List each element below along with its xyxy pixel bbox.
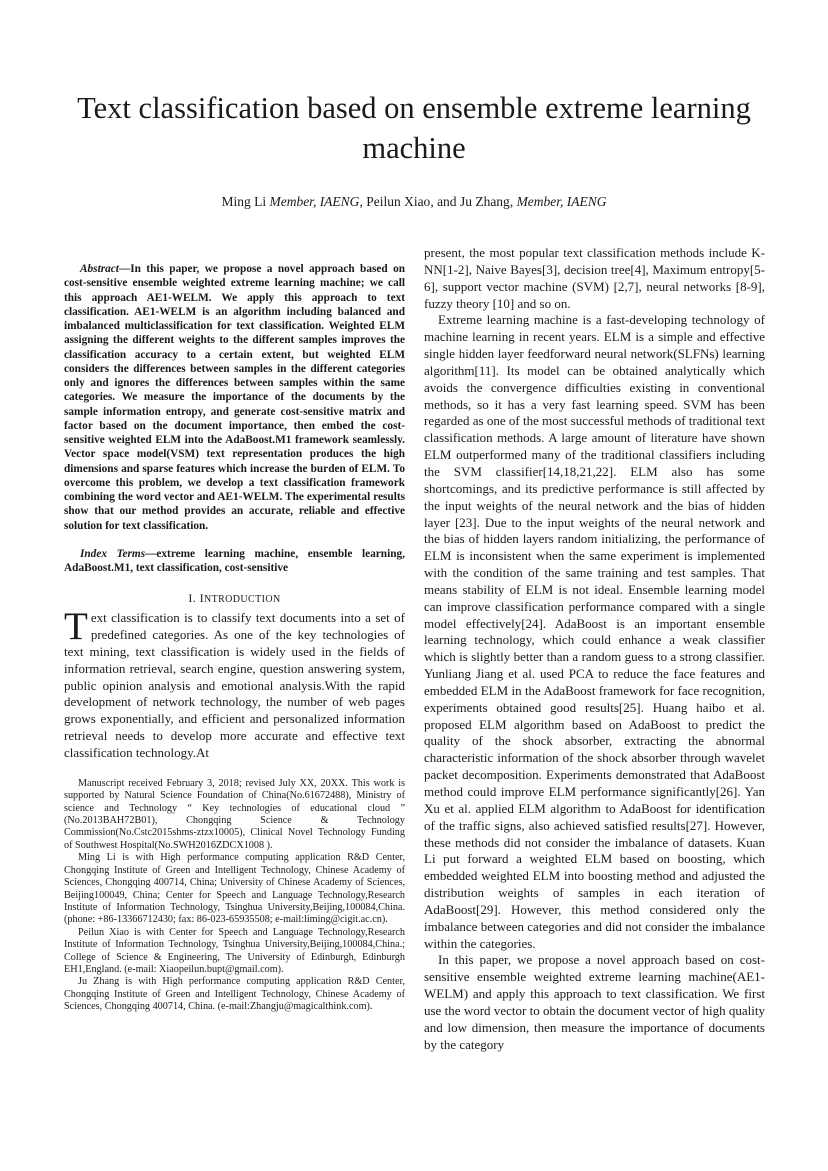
footnote: Ju Zhang is with High performance computing application R&D Center, Chongqing Institute of Green and Intelligent Technology, Chinese Academy of Sciences, Chongqing 400714, China. (e-mail:Zhangju@magicalthink.com). xyxy=(64,976,405,1013)
section-heading xyxy=(64,591,405,606)
footnote: Peilun Xiao is with Center for Speech and Language Technology,Research Institute of Information Technology, Tsinghua University,Beijing,100084,China.; College of Science & Engineering, The University of Edinburgh, Edinburgh EH1,England. (e-mail: Xiaopeilun.bupt@gmail.com). xyxy=(64,926,405,975)
drop-cap: T xyxy=(64,605,88,649)
author-separator: , xyxy=(359,194,367,209)
footnote: Manuscript received February 3, 2018; revised July XX, 20XX. This work is supported by Natural Science Foundation of China(No.61672488), Ministry of science and Technology “ Key technologies of educational cloud ” (No.2013BAH72B01), Chongqing Science & Technology Commission(No.Cstc2015shms-ztzx10005), Clinical Novel Technology Funding of Southwest Hospital(No.SWH2016ZDCX1008 ). xyxy=(64,777,405,851)
footnote: Ming Li is with High performance computing application R&D Center, Chongqing Institute of Green and Intelligent Technology, Chinese Academy of Sciences, Chongqing 400714, China; University of Chinese Academy of Sciences, Beijing100049, China; Center for Speech and Language Technology,Research Institute of Information Technology, Tsinghua University,Beijing,100084,China. (phone: +86-13366712430; fax: 86-023-65935508; e-mail:liming@cigit.ac.cn). xyxy=(64,852,405,926)
section-numeral: I. xyxy=(188,591,197,606)
body-paragraph: Extreme learning machine is a fast-developing technology of machine learning in recent years. ELM is a simple and effective single hidden layer feedforward neural network(SLFNs) learning algorithm[11]. Its model can be obtained analytically which avoids the convergence difficulties existing in conventional methods, so it has a very fast learning speed. SVM has been regarded as one of the most successful methods of traditional text classification methods. A large amount of literature have shown ELM outperformed many of the traditional classifiers including the SVM classifier[14,18,21,22]. ELM also has some shortcomings, and its predictive performance is still affected by the input weights of the neural network and the bias of hidden layer [23]. Due to the input weights of the neural network and the bias of hidden layers random initializing, the performance of ELM is inconsistent when the same experiment is implemented with the condition of the same training and test samples. That means stability of ELM is not ideal. Ensemble learning model can improve classification performance compared with a single model effectively[24]. AdaBoost is an important ensemble learning technology, which could enhance a weak classifier which is slightly better than a random guess to a strong classifier. Yunliang Jiang et al. used PCA to reduce the face features and embedded ELM in the AdaBoost framework for face recognition, experiments obtained good results[25]. Huang haibo et al. proposed ELM algorithm based on AdaBoost to predict the quality of the shock absorber, extracting the abnormal characteristic information of the shock absorber through wavelet packet decomposition. Experiments demonstrated that AdaBoost method could improve ELM performance significantly[26]. Yan Xu et al. applied ELM algorithm to AdaBoost for identification of the traffic signs, also achieved satisfied results[27]. However, these methods did not consider the imbalance of datasets. Kuan Li put forward a weighted ELM based on boosting, which embedded weighted ELM into boosting method and adjusted the distribution weights of samples in each iteration of AdaBoost[29]. However, this method considered only the imbalance between categories and did not consider the imbalance within the categories. xyxy=(424,312,765,951)
author-affiliation: Member, IAENG xyxy=(269,194,360,209)
abstract-text: —In this paper, we propose a novel approach based on cost-sensitive ensemble weighted extreme learning machine; we call this approach AE1-WELM. We apply this approach to text classification. AE1-WELM is an algorithm including balanced and imbalanced multiclassification for text classification. Weighted ELM assigning the different weights to the different samples improves the classification accuracy to a certain extent, but weighted ELM considers the differences between samples in the different categories only and ignores the differences between samples within the same categories. We measure the importance of the documents by the sample information entropy, and generate cost-sensitive matrix and factor based on the document importance, then embed the cost-sensitive weighted ELM into the AdaBoost.M1 framework seamlessly. Vector space model(VSM) text representation produces the high dimensions and sparse features which increase the burden of ELM. To overcome this problem, we develop a text classification framework combining the word vector and AE1-WELM. The experimental results show that our method provides an accurate, reliable and effective solution for text classification. xyxy=(64,263,405,532)
abstract-label: Abstract xyxy=(80,263,119,275)
section-initial: I xyxy=(199,591,204,606)
intro-paragraph xyxy=(64,605,405,762)
author-name: Ju Zhang xyxy=(459,194,510,209)
abstract xyxy=(64,262,405,533)
author-name: Peilun Xiao xyxy=(366,194,431,209)
left-column xyxy=(64,245,405,1014)
author-affiliation: Member, IAENG xyxy=(516,194,607,209)
body-paragraph: In this paper, we propose a novel approach based on cost-sensitive ensemble weighted extreme learning machine(AE1-WELM) and apply this approach to text classification. We first use the word vector to obtain the document vector of high quality and low dimension, then measure the importance of documents by the category xyxy=(424,952,765,1052)
paper-title: Text classification based on ensemble extreme learning machine xyxy=(77,91,751,165)
intro-text: ext classification is to classify text documents into a set of predefined categories. As one of the key technologies of text mining, text classification is widely used in the fields of information retrieval, search engine, question answering system, public opinion analysis and emotional analysis.With the rapid development of network technology, the number of web pages grows exponentially, and efficient and personalized information retrieval needs to develop more accurate and effective text classification technology.At xyxy=(64,610,405,760)
footnotes xyxy=(64,778,405,1014)
index-terms-text: —extreme learning machine, ensemble learning, AdaBoost.M1, text classification, cost-sensitive xyxy=(64,547,405,574)
author-line: Ming Li Member, IAENG, Peilun Xiao, and Ju Zhang, Member, IAENG xyxy=(221,194,607,209)
author-separator: , and xyxy=(430,194,460,209)
right-column xyxy=(424,245,765,1054)
index-terms xyxy=(64,547,405,576)
author-name: Ming Li xyxy=(221,194,267,209)
index-terms-label: Index Terms xyxy=(80,547,146,560)
body-paragraph: present, the most popular text classification methods include K-NN[1-2], Naive Bayes[3], decision tree[4], Maximum entropy[5-6], support vector machine (SVM) [2,7], neural networks [8-9], fuzzy theory [10] and so on. xyxy=(424,245,765,311)
section-title-rest: NTRODUCTION xyxy=(203,594,281,606)
